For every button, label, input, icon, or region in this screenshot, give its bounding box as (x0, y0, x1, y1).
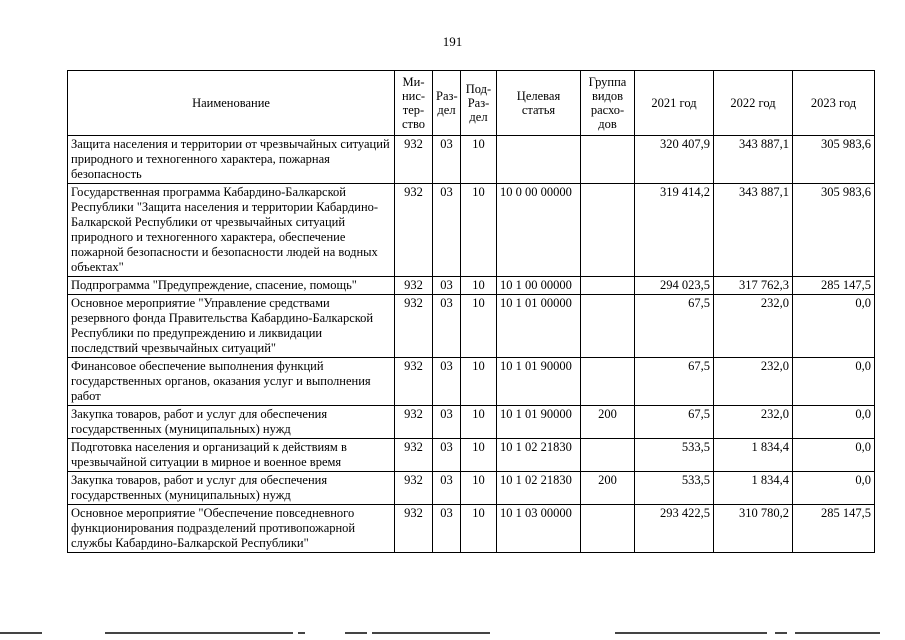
row-subsection: 10 (461, 505, 497, 553)
row-target: 10 1 02 21830 (497, 439, 581, 472)
header-target: Целевая статья (497, 71, 581, 136)
table-row (68, 358, 875, 406)
row-2023: 0,0 (793, 439, 875, 472)
row-subsection: 10 (461, 184, 497, 277)
row-section: 03 (433, 136, 461, 184)
row-2023: 285 147,5 (793, 505, 875, 553)
row-name: Защита населения и территории от чрезвычайных ситуаций природного и техногенного характера, пожарная безопасность (68, 136, 395, 184)
row-ministry: 932 (395, 277, 433, 295)
row-target: 10 1 03 00000 (497, 505, 581, 553)
row-expense-group: 200 (581, 472, 635, 505)
row-2023: 0,0 (793, 358, 875, 406)
row-ministry: 932 (395, 406, 433, 439)
row-section: 03 (433, 295, 461, 358)
row-ministry: 932 (395, 184, 433, 277)
row-name: Подготовка населения и организаций к действиям в чрезвычайной ситуации в мирное и военное время (68, 439, 395, 472)
row-2021: 320 407,9 (635, 136, 714, 184)
row-subsection: 10 (461, 358, 497, 406)
row-target: 10 1 01 90000 (497, 358, 581, 406)
row-2022: 310 780,2 (714, 505, 793, 553)
row-expense-group (581, 505, 635, 553)
row-2022: 232,0 (714, 406, 793, 439)
row-2023: 285 147,5 (793, 277, 875, 295)
row-subsection: 10 (461, 136, 497, 184)
row-2023: 305 983,6 (793, 184, 875, 277)
table-row (68, 439, 875, 472)
table-header-row (68, 71, 875, 136)
row-2023: 0,0 (793, 472, 875, 505)
row-2021: 67,5 (635, 295, 714, 358)
table-row (68, 295, 875, 358)
row-2022: 232,0 (714, 358, 793, 406)
row-2022: 317 762,3 (714, 277, 793, 295)
row-subsection: 10 (461, 406, 497, 439)
row-ministry: 932 (395, 439, 433, 472)
table-row (68, 406, 875, 439)
header-ministry: Ми- нис- тер- ство (395, 71, 433, 136)
row-name: Основное мероприятие "Управление средствами резервного фонда Правительства Кабардино-Балкарской Республики по предупреждению и ликвидации последствий чрезвычайных ситуаций" (68, 295, 395, 358)
table-row (68, 136, 875, 184)
row-expense-group (581, 184, 635, 277)
row-section: 03 (433, 277, 461, 295)
row-2021: 533,5 (635, 439, 714, 472)
row-2023: 0,0 (793, 295, 875, 358)
row-expense-group (581, 358, 635, 406)
row-2021: 67,5 (635, 358, 714, 406)
row-2022: 1 834,4 (714, 439, 793, 472)
row-2021: 294 023,5 (635, 277, 714, 295)
row-section: 03 (433, 184, 461, 277)
row-ministry: 932 (395, 295, 433, 358)
row-name: Закупка товаров, работ и услуг для обеспечения государственных (муниципальных) нужд (68, 472, 395, 505)
page-number: 191 (442, 34, 463, 49)
row-2022: 232,0 (714, 295, 793, 358)
row-2023: 305 983,6 (793, 136, 875, 184)
footer-scan-lines (0, 630, 905, 636)
row-target: 10 1 00 00000 (497, 277, 581, 295)
budget-table (67, 70, 875, 553)
row-name: Подпрограмма "Предупреждение, спасение, помощь" (68, 277, 395, 295)
header-2021: 2021 год (635, 71, 714, 136)
row-ministry: 932 (395, 136, 433, 184)
row-expense-group (581, 277, 635, 295)
row-target: 10 1 01 90000 (497, 406, 581, 439)
row-2021: 293 422,5 (635, 505, 714, 553)
row-subsection: 10 (461, 472, 497, 505)
table-row (68, 184, 875, 277)
row-2022: 343 887,1 (714, 184, 793, 277)
row-section: 03 (433, 358, 461, 406)
row-target: 10 1 02 21830 (497, 472, 581, 505)
row-expense-group: 200 (581, 406, 635, 439)
row-2021: 67,5 (635, 406, 714, 439)
table-row (68, 472, 875, 505)
row-2021: 319 414,2 (635, 184, 714, 277)
row-ministry: 932 (395, 358, 433, 406)
row-section: 03 (433, 439, 461, 472)
table-row (68, 277, 875, 295)
row-name: Закупка товаров, работ и услуг для обеспечения государственных (муниципальных) нужд (68, 406, 395, 439)
row-section: 03 (433, 406, 461, 439)
row-name: Государственная программа Кабардино-Балкарской Республики "Защита населения и территории Кабардино-Балкарской Республики от чрезвычайных ситуаций природного и техногенного характера, обеспечение пожарной безопасности и безопасности людей на водных объектах" (68, 184, 395, 277)
row-section: 03 (433, 505, 461, 553)
row-ministry: 932 (395, 472, 433, 505)
row-2022: 1 834,4 (714, 472, 793, 505)
row-expense-group (581, 295, 635, 358)
row-subsection: 10 (461, 277, 497, 295)
row-subsection: 10 (461, 295, 497, 358)
header-2023: 2023 год (793, 71, 875, 136)
table-row (68, 505, 875, 553)
row-expense-group (581, 136, 635, 184)
header-name: Наименование (68, 71, 395, 136)
row-target: 10 1 01 00000 (497, 295, 581, 358)
header-2022: 2022 год (714, 71, 793, 136)
row-target: 10 0 00 00000 (497, 184, 581, 277)
row-target (497, 136, 581, 184)
row-name: Основное мероприятие "Обеспечение повседневного функционирования подразделений противопожарной службы Кабардино-Балкарской Республики" (68, 505, 395, 553)
row-name: Финансовое обеспечение выполнения функций государственных органов, оказания услуг и выполнения работ (68, 358, 395, 406)
row-subsection: 10 (461, 439, 497, 472)
header-expense-group: Группа видов расхо- дов (581, 71, 635, 136)
header-section: Раз- дел (433, 71, 461, 136)
row-2022: 343 887,1 (714, 136, 793, 184)
row-2021: 533,5 (635, 472, 714, 505)
row-section: 03 (433, 472, 461, 505)
row-2023: 0,0 (793, 406, 875, 439)
row-ministry: 932 (395, 505, 433, 553)
row-expense-group (581, 439, 635, 472)
header-subsection: Под- Раз- дел (461, 71, 497, 136)
